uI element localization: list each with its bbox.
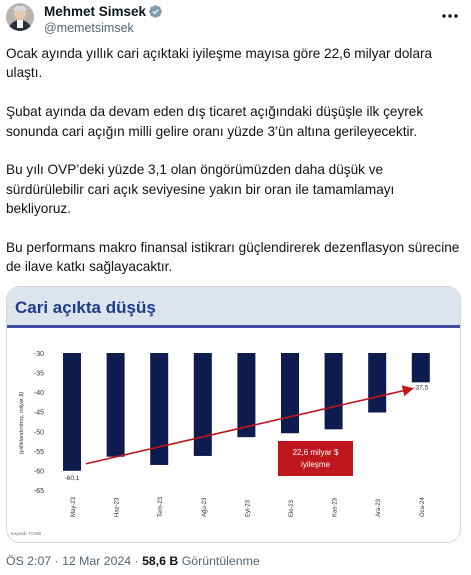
y-tick-label: -35 [33, 370, 44, 378]
tweet-header [0, 0, 471, 40]
data-label: -37,5 [413, 384, 429, 392]
separator-dot: · [54, 554, 59, 568]
y-tick-label: -40 [33, 390, 44, 398]
annotation-box [278, 441, 353, 476]
chart-bar [368, 353, 386, 412]
separator-dot: · [134, 554, 139, 568]
x-tick-label: Eki-23 [289, 499, 295, 517]
y-tick-label: -45 [33, 409, 44, 417]
y-tick-label: -50 [33, 429, 44, 437]
chart-bar [281, 353, 299, 433]
author-handle[interactable]: @memetsimsek [44, 21, 134, 35]
tweet-media-chart[interactable] [6, 286, 461, 543]
y-tick-label: -30 [33, 351, 44, 358]
more-options-icon[interactable] [438, 8, 462, 24]
tweet-footer [6, 554, 260, 569]
author-name[interactable]: Mehmet Simsek [44, 4, 147, 19]
x-tick-label: Haz-23 [114, 497, 121, 517]
chart-bar [194, 353, 212, 456]
chart-bar [63, 353, 81, 471]
x-tick-label: Kas-23 [332, 497, 339, 517]
x-tick-label: Oca-24 [419, 497, 426, 517]
chart-title: Cari açıkta düşüş [15, 298, 156, 317]
chart-source: Kaynak: TCMB [11, 531, 42, 536]
x-tick-label: Ara-23 [376, 498, 383, 517]
data-label: -60,1 [64, 474, 80, 482]
y-axis-label: (yıllıklandırılmış, milyar $) [19, 391, 25, 455]
tweet-paragraph: Ocak ayında yıllık cari açıktaki iyileşme mayısa göre 22,6 milyar dolara ulaştı. [6, 46, 433, 81]
post-time[interactable]: ÖS 2:07 [6, 554, 52, 568]
tweet-paragraph: Bu yılı OVP’deki yüzde 3,1 olan öngörümüzden daha düşük ve sürdürülebilir cari açık seviyesine yakın bir oran ile tamamlamayı bekliyoruz. [6, 162, 395, 217]
x-tick-label: Tem-23 [158, 496, 165, 517]
chart-bar [412, 353, 430, 382]
x-tick-label: Eyl-23 [245, 499, 252, 517]
views-count: 58,6 B [142, 554, 179, 568]
verified-badge-icon [148, 4, 163, 19]
bar-chart [7, 287, 460, 542]
tweet-text [6, 44, 461, 277]
chart-bar [107, 353, 125, 457]
avatar[interactable] [6, 3, 34, 31]
x-tick-label: Ağu-23 [201, 497, 208, 517]
annotation-text: iyileşme [301, 460, 330, 469]
views-label: Görüntülenme [181, 554, 260, 568]
y-tick-label: -55 [33, 448, 44, 456]
x-tick-label: May-23 [71, 496, 77, 517]
chart-bar [237, 353, 255, 437]
post-date[interactable]: 12 Mar 2024 [62, 554, 132, 568]
chart-bar [325, 353, 343, 429]
tweet-paragraph: Bu performans makro finansal istikrarı güçlendirerek dezenflasyon sürecine de ilave katkı sağlayacaktır. [6, 240, 460, 275]
annotation-text: 22,6 milyar $ [292, 448, 339, 457]
y-tick-label: -60 [33, 468, 44, 476]
y-tick-label: -65 [33, 488, 44, 495]
tweet-paragraph: Şubat ayında da devam eden dış ticaret açığındaki düşüşle ilk çeyrek sonunda cari açığın milli gelire oranı yüzde 3’ün altına gerileyecektir. [6, 104, 424, 139]
